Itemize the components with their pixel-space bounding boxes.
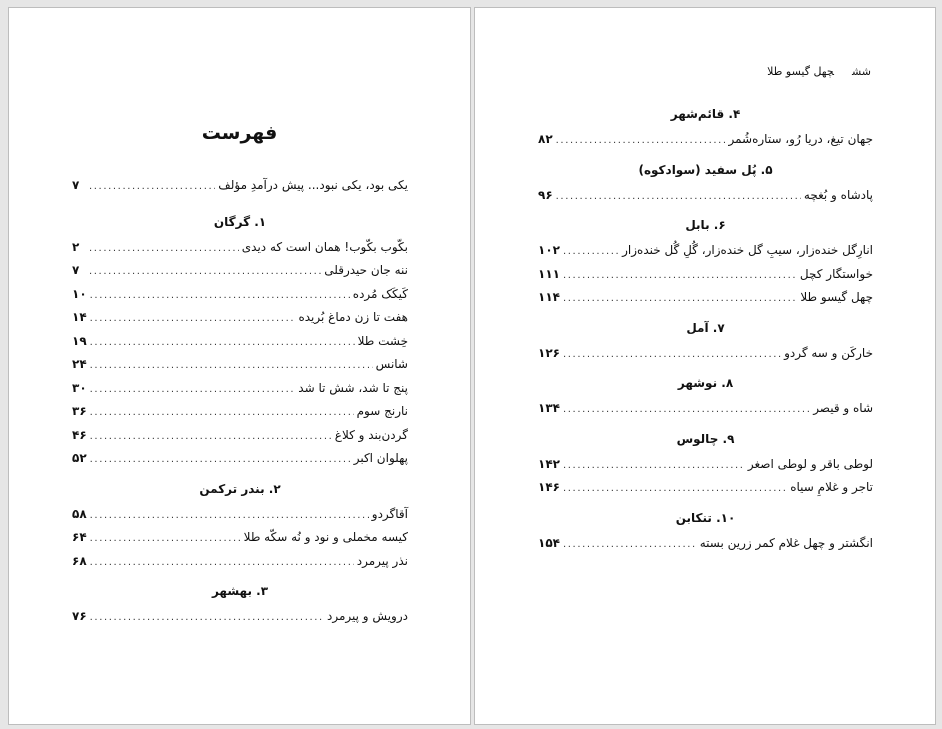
toc-section-heading: ۱. گرگان (213, 214, 267, 229)
toc-leader (563, 533, 697, 557)
toc-entry-title: یکی بود، یکی نبود... پیش درآمدِ مؤلف (218, 178, 408, 192)
toc-entry-page: ۴۶ (72, 427, 87, 442)
toc-entry-page: ۵۸ (72, 506, 87, 521)
toc-entry-page: ۶۴ (72, 530, 87, 544)
toc-leader (90, 425, 332, 449)
toc-entry-title: نذر پیرمرد (356, 553, 408, 568)
toc-entry[interactable] (72, 550, 408, 574)
toc-leader (90, 284, 350, 308)
toc-entry-title: شانس (375, 357, 408, 371)
toc-entry-title: پهلوان اکبر (353, 451, 408, 465)
toc-entry-page: ۳۶ (72, 404, 87, 418)
right-page (474, 7, 936, 725)
toc-leader (90, 331, 355, 355)
toc-leader (563, 240, 619, 264)
toc-entry-title: کَیکَک مُرده (352, 286, 408, 301)
toc-entry-page: ۵۲ (72, 451, 87, 465)
toc-entry-title: انارِگل خنده‌زار، سیبِ گل خنده‌زار، گُلِ گُل خنده‌زار (622, 243, 873, 257)
toc-entry-title: تاجر و غلامِ سیاه (790, 480, 873, 494)
toc-entry[interactable] (538, 476, 873, 500)
toc-entry[interactable] (538, 286, 873, 310)
toc-entry[interactable] (538, 453, 873, 477)
toc-entry-page: ۱۴۶ (538, 480, 560, 494)
toc-leader (90, 354, 373, 378)
toc-entry-page: ۱۰ (72, 286, 87, 301)
toc-entry[interactable] (538, 184, 873, 208)
toc-entry-page: ۲۴ (72, 357, 87, 371)
toc-entry[interactable] (72, 526, 408, 550)
toc-entry-page: ۱۰۲ (538, 243, 560, 257)
toc-leader (89, 175, 215, 199)
toc-leader (563, 264, 797, 288)
toc-entry-page: ۱۵۴ (538, 535, 560, 550)
toc-leader (90, 378, 296, 402)
toc-entry[interactable] (72, 236, 408, 260)
toc-section-heading: ۳. بهشهر (211, 584, 269, 598)
toc-section-heading: ۸. نوشهر (677, 376, 734, 390)
toc-entry-page: ۶۸ (72, 553, 87, 568)
toc-entry-page: ۱۳۴ (538, 401, 560, 415)
toc-entry-title: چهل گیسو طلا (800, 290, 873, 304)
toc-entry-page: ۹۶ (538, 187, 553, 202)
toc-leader (563, 398, 810, 422)
toc-leader (556, 129, 726, 153)
toc-entry-title: انگشتر و چهل غلام کمر زرین بسته (699, 535, 873, 550)
running-head (475, 65, 871, 78)
toc-entry-page: ۱۹ (72, 333, 87, 348)
toc-section-heading: ۷. آمل (686, 320, 725, 335)
toc-entry[interactable] (72, 424, 408, 448)
toc-leader (563, 454, 745, 478)
toc-leader (563, 287, 797, 311)
toc-leader (90, 606, 324, 630)
toc-entry-page: ۷۶ (72, 609, 87, 623)
toc-entry-page: ۲ (72, 239, 80, 254)
toc-entry-title: گردن‌بند و کلاغ (334, 427, 408, 442)
toc-entry-title: خِشت طلا (357, 333, 408, 348)
running-head-page-word: شش (851, 65, 871, 78)
toc-entry[interactable] (72, 400, 408, 424)
toc-section-heading: ۴. قائم‌شهر (670, 107, 741, 121)
toc-leader (90, 504, 369, 528)
toc-entry-page: ۱۴ (72, 310, 87, 324)
toc-leader (563, 343, 781, 367)
toc-entry-title: ننه جان حیدرقلی (324, 263, 408, 277)
toc-entry-page: ۸۲ (538, 132, 553, 146)
toc-entry-title: کیسه مخملی و نود و نُه سکّه طلا (243, 530, 408, 544)
toc-leader (556, 185, 801, 209)
toc-section-heading: ۵. پُل سفید (سوادکوه) (638, 162, 773, 177)
toc-entry-title: نارنج سوم (356, 404, 408, 418)
toc-entry[interactable] (72, 259, 408, 283)
toc-entry-title: جهان تیغ، دریا رُو، ستاره‌شُمر (728, 132, 873, 146)
toc-entry[interactable] (538, 239, 873, 263)
toc-leader (89, 260, 321, 284)
left-page (8, 7, 471, 725)
toc-entry-title: هفت تا زن دماغ بُریده (298, 310, 408, 324)
toc-entry-title: آقاگردو (371, 506, 408, 521)
toc-entry[interactable] (72, 377, 408, 401)
toc-leader (90, 527, 241, 551)
toc-list-left (72, 174, 408, 629)
toc-section-heading: ۹. چالوس (676, 431, 735, 446)
toc-entry-title: لوطی باقر و لوطی اصغر (747, 456, 873, 471)
toc-entry-page: ۱۲۶ (538, 345, 560, 360)
toc-entry-page: ۳۰ (72, 380, 87, 395)
running-head-book-title: چهل گیسو طلا (767, 65, 834, 78)
toc-entry[interactable] (72, 605, 408, 629)
toc-entry-page: ۷ (72, 178, 80, 192)
toc-entry-title: خواستگار کچل (799, 266, 873, 281)
toc-entry[interactable] (72, 283, 408, 307)
toc-entry[interactable] (538, 342, 873, 366)
toc-leader (90, 401, 354, 425)
toc-entry[interactable] (72, 174, 408, 198)
toc-list-right (538, 96, 873, 555)
toc-entry[interactable] (72, 306, 408, 330)
toc-entry-title: درویش و پیرمرد (327, 609, 408, 623)
toc-entry[interactable] (72, 353, 408, 377)
toc-entry-page: ۱۱۴ (538, 290, 560, 304)
toc-leader (563, 477, 787, 501)
toc-entry-title: شاه و قیصر (813, 401, 873, 415)
toc-section-heading: ۶. بابل (685, 218, 726, 232)
toc-entry[interactable] (72, 503, 408, 527)
toc-section-heading: ۲. بندر ترکمن (199, 481, 281, 496)
toc-title: فهرست (201, 122, 278, 144)
toc-entry-page: ۷ (72, 263, 80, 277)
toc-section-heading: ۱۰. تنکابن (675, 510, 736, 525)
toc-entry-title: پادشاه و بُغچه (803, 187, 873, 202)
toc-entry[interactable] (538, 397, 873, 421)
toc-entry-page: ۱۱۱ (538, 266, 560, 281)
toc-entry[interactable] (538, 263, 873, 287)
toc-entry-title: پنج تا شد، شش تا شد (298, 380, 408, 395)
toc-entry[interactable] (538, 532, 873, 556)
toc-entry[interactable] (538, 128, 873, 152)
toc-entry-page: ۱۴۲ (538, 456, 560, 471)
toc-leader (90, 307, 296, 331)
toc-leader (90, 448, 351, 472)
toc-leader (90, 551, 354, 575)
toc-entry-title: بکّوب بکّوب! همان است که دیدی (241, 239, 408, 254)
toc-leader (89, 237, 239, 261)
toc-entry[interactable] (72, 330, 408, 354)
toc-entry-title: خارکَن و سه گردو (784, 345, 873, 360)
toc-entry[interactable] (72, 447, 408, 471)
